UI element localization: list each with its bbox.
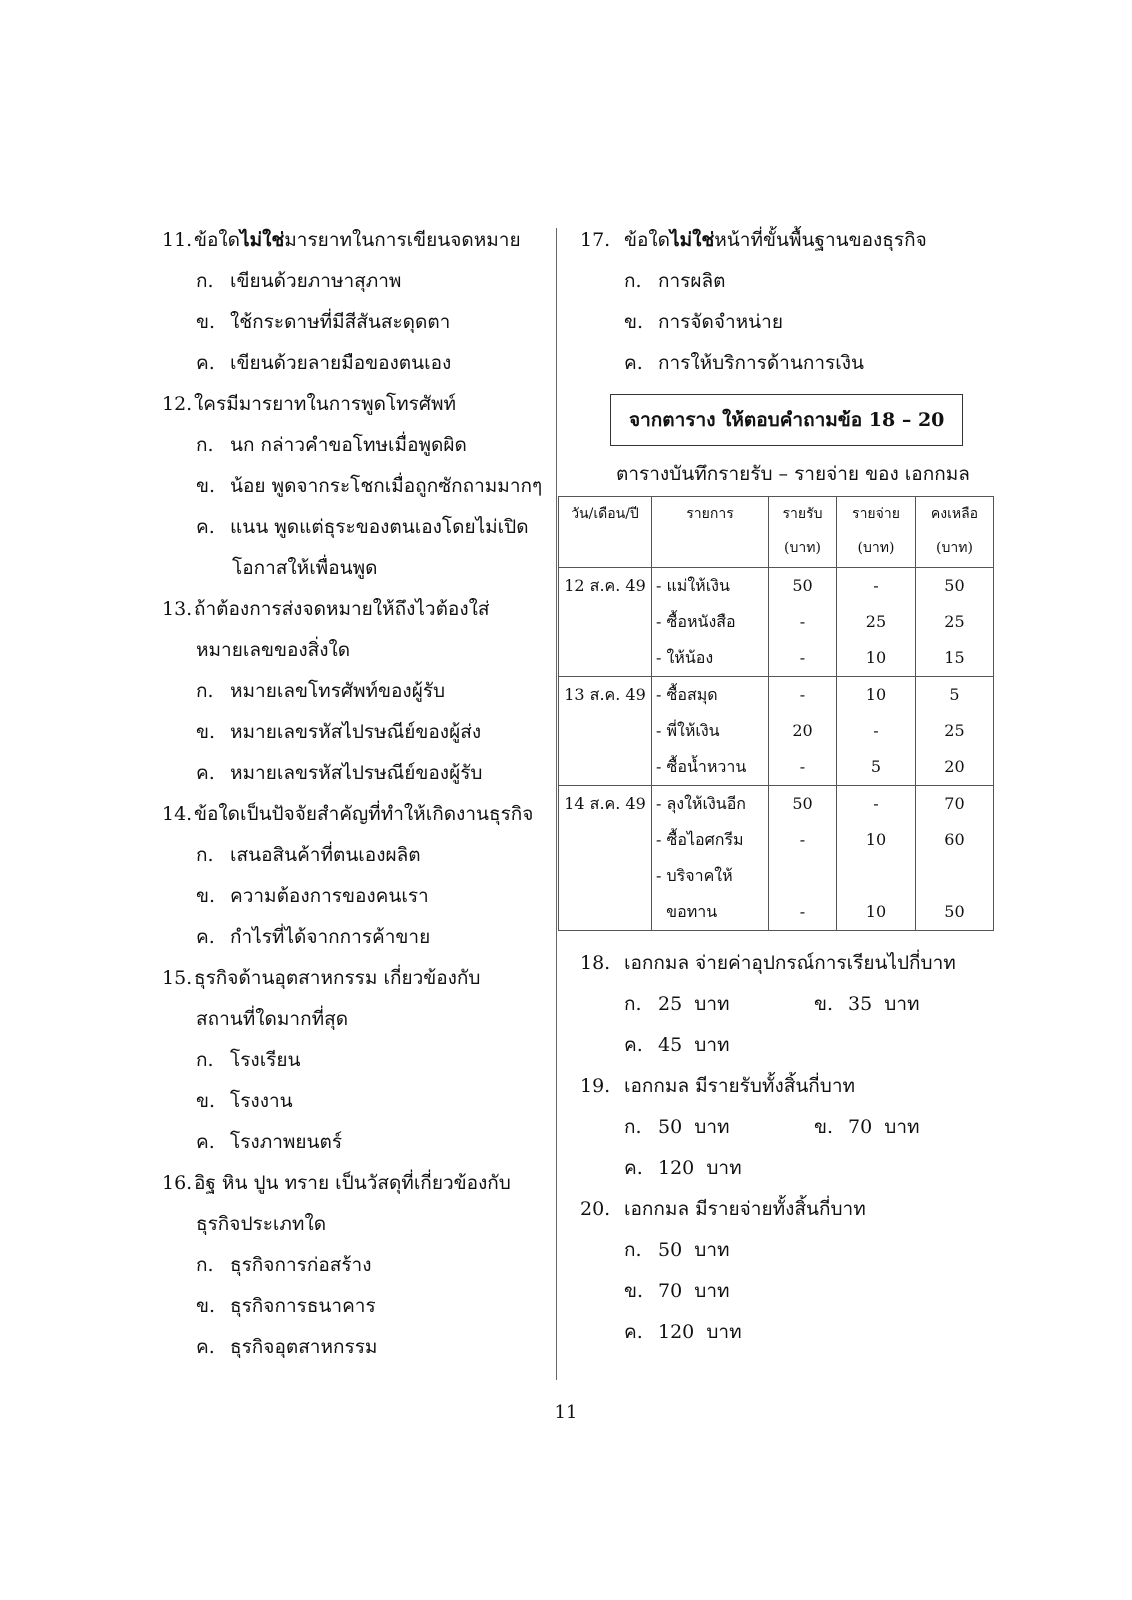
cell-value: 50 xyxy=(944,576,965,595)
question-number: 15. xyxy=(162,967,193,989)
cell-value: - บริจาคให้ xyxy=(656,866,733,885)
cell-value: 10 xyxy=(865,685,887,704)
cell-value: - พี่ให้เงิน xyxy=(656,721,720,740)
question-19 xyxy=(580,1066,1020,1189)
item-cell xyxy=(652,677,769,786)
answer-options-row xyxy=(580,984,1020,1025)
cell-value: - ซื้อน้ำหวาน xyxy=(656,757,747,776)
question-number: 18. xyxy=(580,952,611,974)
option-text: โรงภาพยนตร์ xyxy=(230,1131,343,1153)
cell-value: 50 xyxy=(944,902,965,921)
header-text: (บาท) xyxy=(857,540,895,556)
answer-option xyxy=(162,1081,547,1122)
table-header-row xyxy=(559,497,994,568)
option-label: ข. xyxy=(196,311,216,333)
option-text: การผลิต xyxy=(658,270,726,292)
option-label: ค. xyxy=(196,1131,215,1153)
answer-options-row xyxy=(580,1312,1020,1353)
question-text: มารยาทในการเขียนจดหมาย xyxy=(284,229,521,251)
left-column xyxy=(162,220,547,1368)
question-text: เอกกมล จ่ายค่าอุปกรณ์การเรียนไปกี่บาท xyxy=(624,952,956,974)
question-stem xyxy=(162,220,547,261)
question-emphasis: ไม่ใช่ xyxy=(670,229,715,251)
table-row xyxy=(559,677,994,786)
answer-option xyxy=(162,876,547,917)
answer-option xyxy=(162,1327,547,1368)
header-text: รายจ่าย xyxy=(852,506,900,522)
cell-value: 25 xyxy=(944,721,965,740)
table-row xyxy=(559,786,994,931)
option-text: ธุรกิจการธนาคาร xyxy=(230,1295,376,1317)
question-14 xyxy=(162,794,547,958)
option-label: ก. xyxy=(196,1254,214,1276)
option-label: ข. xyxy=(196,1295,216,1317)
option-label: ข. xyxy=(814,1116,834,1138)
option-text: 25 บาท xyxy=(658,993,730,1015)
option-label: ก. xyxy=(196,1049,214,1071)
answer-option xyxy=(162,1286,547,1327)
question-text: ใครมีมารยาทในการพูดโทรศัพท์ xyxy=(194,393,456,415)
cell-value xyxy=(841,858,911,894)
answer-option xyxy=(162,425,547,466)
answer-option xyxy=(162,1040,547,1081)
answer-option xyxy=(162,917,547,958)
option-text: ธุรกิจอุตสาหกรรม xyxy=(230,1336,378,1358)
question-number: 13. xyxy=(162,598,193,620)
question-text: เอกกมล มีรายรับทั้งสิ้นกี่บาท xyxy=(624,1075,856,1097)
option-label: ข. xyxy=(814,993,834,1015)
option-text: 45 บาท xyxy=(658,1034,730,1056)
answer-option xyxy=(624,1271,814,1312)
option-label: ก. xyxy=(196,680,214,702)
option-text: ความต้องการของคนเรา xyxy=(230,885,429,907)
cell-value: - ให้น้อง xyxy=(656,648,714,667)
answer-options-row xyxy=(580,1107,1020,1148)
answer-option xyxy=(580,302,1020,343)
option-label: ค. xyxy=(624,1034,643,1056)
question-stem xyxy=(162,589,547,630)
cell-value: - xyxy=(799,612,806,631)
question-text: อิฐ หิน ปูน ทราย เป็นวัสดุที่เกี่ยวข้องกับ xyxy=(194,1172,511,1194)
cell-value: 70 xyxy=(944,794,965,813)
option-text: หมายเลขโทรศัพท์ของผู้รับ xyxy=(230,680,446,702)
option-text: การให้บริการด้านการเงิน xyxy=(658,352,864,374)
option-text: เขียนด้วยลายมือของตนเอง xyxy=(230,352,452,374)
question-stem xyxy=(162,794,547,835)
item-cell xyxy=(652,568,769,677)
option-text: 70 บาท xyxy=(848,1116,920,1138)
balance-cell xyxy=(915,786,993,931)
answer-option xyxy=(162,343,547,384)
question-11 xyxy=(162,220,547,384)
cell-value: - xyxy=(873,721,879,740)
option-label: ข. xyxy=(196,885,216,907)
option-text-continued: โอกาสให้เพื่อนพูด xyxy=(232,557,378,579)
question-12 xyxy=(162,384,547,589)
header-text: (บาท) xyxy=(936,540,973,556)
cell-value: - ซื้อไอศกรีม xyxy=(656,830,744,849)
answer-option xyxy=(162,466,547,507)
item-cell xyxy=(652,786,769,931)
cell-value: 20 xyxy=(944,757,965,776)
table-caption: ตารางบันทึกรายรับ – รายจ่าย ของ เอกกมล xyxy=(616,463,970,485)
cell-value: - xyxy=(873,794,879,813)
option-label: ค. xyxy=(196,1336,215,1358)
right-questions xyxy=(580,943,1020,1353)
answer-option xyxy=(624,1148,814,1189)
question-stem xyxy=(162,958,547,999)
option-text: ใช้กระดาษที่มีสีสันสะดุดตา xyxy=(230,311,451,333)
cell-value: 5 xyxy=(949,685,960,704)
question-number: 11. xyxy=(162,229,193,251)
question-text: ธุรกิจด้านอุตสาหกรรม เกี่ยวข้องกับ xyxy=(194,967,481,989)
option-label: ก. xyxy=(624,1116,642,1138)
cell-value: - xyxy=(799,902,806,921)
option-text: ธุรกิจการก่อสร้าง xyxy=(230,1254,372,1276)
page-number: 11 xyxy=(554,1402,578,1423)
cell-value: 20 xyxy=(792,721,813,740)
income-cell xyxy=(769,568,837,677)
right-column xyxy=(564,220,1020,1353)
column-header xyxy=(652,497,769,568)
question-18 xyxy=(580,943,1020,1066)
question-15 xyxy=(162,958,547,1163)
cell-value: - แม่ให้เงิน xyxy=(656,576,730,595)
option-text: หมายเลขรหัสไปรษณีย์ของผู้ส่ง xyxy=(230,721,482,743)
question-17 xyxy=(580,220,1020,384)
cell-value: 10 xyxy=(865,830,887,849)
question-number: 16. xyxy=(162,1172,193,1194)
option-label: ก. xyxy=(196,434,214,456)
option-label: ก. xyxy=(196,844,214,866)
option-label: ค. xyxy=(196,926,215,948)
instruction-box: จากตาราง ให้ตอบคำถามข้อ 18 – 20 xyxy=(610,394,963,446)
option-text: 120 บาท xyxy=(658,1321,742,1343)
answer-option xyxy=(162,712,547,753)
option-text: 120 บาท xyxy=(658,1157,742,1179)
answer-option xyxy=(162,1122,547,1163)
answer-option xyxy=(624,984,814,1025)
cell-value: - xyxy=(873,576,879,595)
cell-value: 15 xyxy=(944,648,965,667)
cell-value: 50 xyxy=(792,576,813,595)
header-text: รายการ xyxy=(686,506,734,522)
option-label: ก. xyxy=(624,270,642,292)
question-text: ข้อใด xyxy=(194,229,241,251)
option-text: กำไรที่ได้จากการค้าขาย xyxy=(230,926,431,948)
answer-options-row xyxy=(580,1025,1020,1066)
answer-option xyxy=(162,1245,547,1286)
cell-value: 10 xyxy=(865,648,887,667)
answer-options-row xyxy=(580,1271,1020,1312)
income-expense-table xyxy=(558,496,994,931)
option-label: ค. xyxy=(196,352,215,374)
option-text: 70 บาท xyxy=(658,1280,730,1302)
column-header xyxy=(769,497,837,568)
question-text: ข้อใดเป็นปัจจัยสำคัญที่ทำให้เกิดงานธุรกิจ xyxy=(194,803,534,825)
question-stem xyxy=(580,943,1020,984)
column-header xyxy=(837,497,916,568)
expense-cell xyxy=(837,568,916,677)
option-label: ข. xyxy=(196,475,216,497)
column-divider xyxy=(556,228,557,1380)
answer-option xyxy=(162,753,547,794)
option-text: น้อย พูดจากระโชกเมื่อถูกซักถามมากๆ xyxy=(230,475,543,497)
answer-option xyxy=(162,302,547,343)
cell-value: - ซื้อสมุด xyxy=(656,685,718,704)
date-cell: 12 ส.ค. 49 xyxy=(559,568,652,677)
option-text: เสนอสินค้าที่ตนเองผลิต xyxy=(230,844,421,866)
income-cell xyxy=(769,786,837,931)
cell-value: 25 xyxy=(865,612,887,631)
header-text: (บาท) xyxy=(784,540,821,556)
option-text: แนน พูดแต่ธุระของตนเองโดยไม่เปิด xyxy=(230,516,529,538)
cell-value: 25 xyxy=(944,612,965,631)
question-stem xyxy=(162,1163,547,1204)
answer-option xyxy=(814,984,1004,1025)
option-label: ข. xyxy=(196,1090,216,1112)
question-stem xyxy=(580,1189,1020,1230)
question-stem xyxy=(580,220,1020,261)
question-text-continued: ธุรกิจประเภทใด xyxy=(196,1213,327,1235)
option-label: ก. xyxy=(624,993,642,1015)
question-16 xyxy=(162,1163,547,1368)
header-text: คงเหลือ xyxy=(930,506,979,522)
date-cell: 14 ส.ค. 49 xyxy=(559,786,652,931)
question-text: ถ้าต้องการส่งจดหมายให้ถึงไวต้องใส่ xyxy=(194,598,490,620)
cell-value: - xyxy=(799,830,806,849)
header-text: วัน/เดือน/ปี xyxy=(571,506,639,522)
balance-cell xyxy=(915,677,993,786)
date-cell: 13 ส.ค. 49 xyxy=(559,677,652,786)
option-text: การจัดจำหน่าย xyxy=(658,311,783,333)
answer-option xyxy=(162,835,547,876)
option-label: ค. xyxy=(624,1321,643,1343)
column-header xyxy=(915,497,993,568)
option-label: ก. xyxy=(624,1239,642,1261)
cell-value xyxy=(920,858,989,894)
answer-option xyxy=(624,1107,814,1148)
cell-value: 60 xyxy=(944,830,965,849)
question-emphasis: ไม่ใช่ xyxy=(240,229,285,251)
balance-cell xyxy=(915,568,993,677)
question-text-continued: สถานที่ใดมากที่สุด xyxy=(196,1008,349,1030)
option-text: เขียนด้วยภาษาสุภาพ xyxy=(230,270,402,292)
cell-value: 10 xyxy=(865,902,887,921)
question-number: 20. xyxy=(580,1198,611,1220)
header-text: รายรับ xyxy=(782,506,823,522)
answer-option xyxy=(624,1025,814,1066)
option-text: หมายเลขรหัสไปรษณีย์ของผู้รับ xyxy=(230,762,483,784)
answer-option xyxy=(162,261,547,302)
option-text: 35 บาท xyxy=(848,993,920,1015)
question-stem xyxy=(162,384,547,425)
question-text-continued: หมายเลขของสิ่งใด xyxy=(196,639,351,661)
question-stem xyxy=(580,1066,1020,1107)
cell-value: - ลุงให้เงินอีก xyxy=(656,794,746,813)
income-cell xyxy=(769,677,837,786)
question-20 xyxy=(580,1189,1020,1353)
option-label: ค. xyxy=(196,516,215,538)
option-label: ข. xyxy=(624,311,644,333)
cell-value: 50 xyxy=(792,794,813,813)
answer-options-row xyxy=(580,1148,1020,1189)
option-label: ค. xyxy=(624,1157,643,1179)
question-number: 14. xyxy=(162,803,193,825)
cell-value: - xyxy=(799,648,806,667)
option-text: โรงเรียน xyxy=(230,1049,301,1071)
column-header xyxy=(559,497,652,568)
option-text: 50 บาท xyxy=(658,1239,730,1261)
option-label: ค. xyxy=(624,352,643,374)
question-text: ข้อใด xyxy=(624,229,671,251)
question-number: 17. xyxy=(580,229,611,251)
answer-option xyxy=(580,261,1020,302)
answer-option xyxy=(814,1107,1004,1148)
cell-value xyxy=(773,858,832,894)
option-label: ก. xyxy=(196,270,214,292)
option-text: 50 บาท xyxy=(658,1116,730,1138)
question-text: หน้าที่ขั้นพื้นฐานของธุรกิจ xyxy=(714,229,927,251)
cell-value: ขอทาน xyxy=(656,902,718,921)
answer-option xyxy=(162,671,547,712)
cell-value: 5 xyxy=(870,757,882,776)
option-label: ค. xyxy=(196,762,215,784)
question-number: 19. xyxy=(580,1075,611,1097)
answer-options-row xyxy=(580,1230,1020,1271)
question-text: เอกกมล มีรายจ่ายทั้งสิ้นกี่บาท xyxy=(624,1198,866,1220)
option-text: โรงงาน xyxy=(230,1090,293,1112)
question-number: 12. xyxy=(162,393,193,415)
expense-cell xyxy=(837,786,916,931)
option-label: ข. xyxy=(624,1280,644,1302)
option-text: นก กล่าวคำขอโทษเมื่อพูดผิด xyxy=(230,434,467,456)
cell-value: - ซื้อหนังสือ xyxy=(656,612,736,631)
cell-value: - xyxy=(799,757,806,776)
answer-option xyxy=(162,507,547,548)
table-row xyxy=(559,568,994,677)
option-label: ข. xyxy=(196,721,216,743)
cell-value: - xyxy=(799,685,806,704)
answer-option xyxy=(624,1230,814,1271)
answer-option xyxy=(624,1312,814,1353)
answer-option xyxy=(580,343,1020,384)
question-13 xyxy=(162,589,547,794)
expense-cell xyxy=(837,677,916,786)
